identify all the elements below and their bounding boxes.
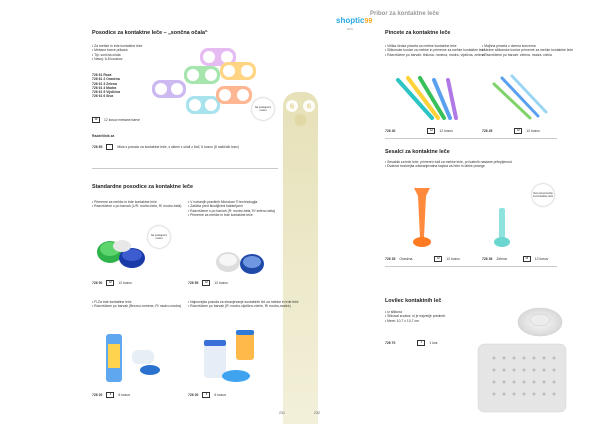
bullet: • Sesalnik za trde leče, primeren tudi za mehke leče, pri katerih nastane prilepljenost bbox=[385, 160, 512, 164]
standard-point-of-sale-badge bbox=[148, 226, 170, 248]
brand-name: shoptic bbox=[336, 16, 365, 25]
catcher-bullets bbox=[385, 310, 445, 323]
tweezers-image-left bbox=[392, 74, 472, 124]
sunglasses-order bbox=[92, 117, 140, 123]
product-code: 726 20 bbox=[92, 393, 103, 397]
standard-item-4-order bbox=[188, 392, 226, 398]
qty-label: 12 kosov bbox=[439, 129, 453, 133]
bullet: • Za mehke in trde kontaktne leče bbox=[92, 44, 142, 48]
sunglasses-bullets bbox=[92, 44, 142, 62]
qty-label: 6 kosov bbox=[118, 393, 131, 397]
bullet: • Primerne za mehke in trde kontaktne leče bbox=[188, 213, 275, 217]
display-order bbox=[92, 144, 239, 150]
tweezers-image-right bbox=[490, 74, 560, 124]
bullet: • Majhna pinceta z dvema koncema bbox=[482, 44, 573, 48]
standard-item-4-bullets bbox=[188, 300, 299, 309]
bullet: • Tip: sončna očala bbox=[92, 53, 142, 57]
product-code: 726 50 bbox=[92, 281, 103, 285]
standard-item-3-bullets bbox=[92, 300, 181, 309]
code-row: 726 61 4 Modra bbox=[92, 85, 117, 90]
qty-label: 12 kosov bbox=[118, 281, 132, 285]
tweezers-right-order bbox=[482, 128, 540, 134]
qty-label: 1 kos bbox=[429, 341, 438, 345]
quantity-box-icon: 12 bbox=[202, 280, 210, 286]
tab-decoration bbox=[283, 96, 318, 128]
tweezers-title: Pincete za kontaktne leče bbox=[385, 30, 451, 36]
bullet: • Razvrščene s po barvah (R: modro-bela, R/ zeleno-bela) bbox=[188, 209, 275, 213]
brand-mark: 99 bbox=[364, 18, 373, 25]
code-row: 726 61 Roza bbox=[92, 73, 112, 77]
quantity-box-icon: 12 bbox=[427, 128, 435, 134]
bullet: • Razvrščene po barvah: zelena, modra, rdeča bbox=[482, 53, 573, 57]
lens-catcher-image bbox=[474, 294, 570, 414]
bullet: • Velika široka pinceta za mehke kontaktne leče bbox=[385, 44, 485, 48]
product-code: 726 36 bbox=[482, 257, 493, 261]
quantity-box-icon: 12 bbox=[514, 128, 522, 134]
color-label: Oranžna bbox=[399, 257, 413, 261]
bullet: • Silikonske konice za mehke in primerne za mehke kontaktne leče bbox=[385, 48, 485, 52]
qty-label: 12 kosov bbox=[526, 129, 540, 133]
brand-logo bbox=[336, 10, 372, 31]
standard-title: Standardne posodice za kontaktne leče bbox=[92, 184, 193, 190]
code-row: 726 61 6 Siva bbox=[92, 94, 114, 99]
bullet: • Razvrščene po barvah (R: modro-vijolično-rdeče, R/ modro-modra) bbox=[188, 304, 299, 308]
page-number-right: 232 bbox=[314, 411, 320, 415]
quantity-box-icon: 6 bbox=[106, 392, 114, 398]
svg-text:6: 6 bbox=[289, 102, 295, 111]
tweezers-right-bullets bbox=[482, 44, 573, 57]
suction-image-orange bbox=[410, 186, 434, 252]
bullet: • Mere: 10,7 x 10,7 cm bbox=[385, 319, 445, 323]
bullet: • Dvakrat močnejša odstranjevalna kapica za hitre in lahke posege bbox=[385, 164, 512, 168]
standard-item-2-bullets bbox=[188, 200, 275, 218]
bullet: • Najnovejša posoda za shranjevanje kontaktnih leč za mehke in trde leče bbox=[188, 300, 299, 304]
bullet: • Navoj: 6-8 korakov bbox=[92, 57, 142, 61]
qty-label: 12 kosov bbox=[214, 281, 228, 285]
product-code: 726 30 bbox=[188, 393, 199, 397]
quantity-box-icon: 6 bbox=[202, 392, 210, 398]
header-right-title: Pribor za kontaktne leče bbox=[370, 11, 440, 17]
display-icon bbox=[106, 144, 113, 150]
brand-sub: EKS bbox=[347, 27, 354, 31]
quantity-box-icon: 12 bbox=[106, 280, 114, 286]
standard-case-image-4 bbox=[200, 330, 270, 386]
sunglasses-display bbox=[92, 134, 239, 150]
suction-right-order bbox=[482, 256, 548, 262]
code-row: 726 61 2 Oranžna bbox=[92, 77, 120, 82]
quantity-box-icon: 12 bbox=[434, 256, 442, 262]
quantity-box-icon: 12 bbox=[523, 256, 531, 262]
quantity-box-icon: 1 bbox=[417, 340, 425, 346]
standard-item-2-order bbox=[188, 280, 228, 286]
suction-image-green bbox=[490, 206, 514, 250]
bullet: • Fl.Za trde kontaktne leče bbox=[92, 300, 181, 304]
catcher-title: Lovilec kontaktnih leč bbox=[385, 298, 442, 304]
bullet: • Primerne za mehke in trde kontaktne leče bbox=[92, 200, 181, 204]
display-code: 726 65 bbox=[92, 145, 103, 150]
sunglasses-codes bbox=[92, 73, 120, 99]
divider bbox=[385, 138, 557, 139]
order-label: 12 kosov mešane barve bbox=[104, 118, 140, 122]
page-tab-spine bbox=[283, 92, 318, 424]
catcher-order bbox=[385, 340, 437, 346]
display-title: Razdelilnik za bbox=[92, 134, 115, 138]
suction-bullets bbox=[385, 160, 512, 169]
badge-text: Na prodajnem mestu bbox=[150, 234, 168, 240]
product-code: 726 70 bbox=[385, 341, 396, 345]
divider bbox=[385, 266, 557, 267]
standard-item-1-order bbox=[92, 280, 132, 286]
standard-item-3-order bbox=[92, 392, 130, 398]
product-code: 726 40 bbox=[385, 129, 396, 133]
tweezers-left-bullets bbox=[385, 44, 485, 57]
product-code: 726 45 bbox=[482, 129, 493, 133]
bullet: • Iz silikona bbox=[385, 310, 445, 314]
product-code: 726 35 bbox=[385, 257, 396, 261]
sunglasses-title: Posodice za kontaktne leče – „sončna očala“ bbox=[92, 30, 208, 36]
sunglasses-point-of-sale-badge bbox=[252, 98, 274, 120]
standard-case-image-3 bbox=[100, 330, 170, 386]
qty-label: 6 kosov bbox=[214, 393, 227, 397]
code-row: 726 61 3 Zelena bbox=[92, 81, 117, 86]
standard-case-image-2 bbox=[210, 246, 274, 276]
svg-text:6: 6 bbox=[306, 102, 312, 111]
suction-new-badge bbox=[532, 184, 554, 206]
tweezers-left-order bbox=[385, 128, 453, 134]
bullet: • Slikoval zrcalce, ki je največje predmet bbox=[385, 314, 445, 318]
color-label: Zelena bbox=[496, 257, 507, 261]
bullet: • Razvrščene s po barvah (L/R: mo/bo-bela, R/ modro-bela) bbox=[92, 204, 181, 208]
page-number-left: 231 bbox=[279, 411, 285, 415]
qty-label: 12 kosov bbox=[534, 257, 549, 261]
divider bbox=[92, 168, 278, 169]
suction-left-order bbox=[385, 256, 460, 262]
badge-text: Na prodajnem mestu bbox=[254, 106, 272, 112]
bullet: • Nežne silikonske konice primerne za mehke kontaktne leče bbox=[482, 48, 573, 52]
bullet: • V notranjih pravilnih Microban ® technologija bbox=[188, 200, 275, 204]
standard-item-1-bullets bbox=[92, 200, 181, 209]
badge-text: Novi pripomoček za kontaktne leče bbox=[532, 192, 554, 198]
bullet: • Zaščita pred škodljivimi bakterijami bbox=[188, 204, 275, 208]
bullet: • Mešane barve prikaza bbox=[92, 48, 142, 52]
bullet: • Razvrščene po barvah: tirkizna, rumena, modra, vijolična, zelena bbox=[385, 53, 485, 57]
code-row: 726 61 5 Vijolična bbox=[92, 90, 121, 95]
display-desc: Miza s posodo za kontaktne leče, s skleni z očali z 6x6, 6 kosov (6 različnih barv) bbox=[117, 145, 239, 150]
qty-label: 12 kosov bbox=[446, 257, 460, 261]
product-code: 726 55 bbox=[188, 281, 199, 285]
bullet: • Razvrščene po barvah (Brezno-rumene, R/ modro-modra) bbox=[92, 304, 181, 308]
suction-title: Sesalci za kontaktne leče bbox=[385, 149, 450, 155]
quantity-box-icon: 12 bbox=[92, 117, 100, 123]
